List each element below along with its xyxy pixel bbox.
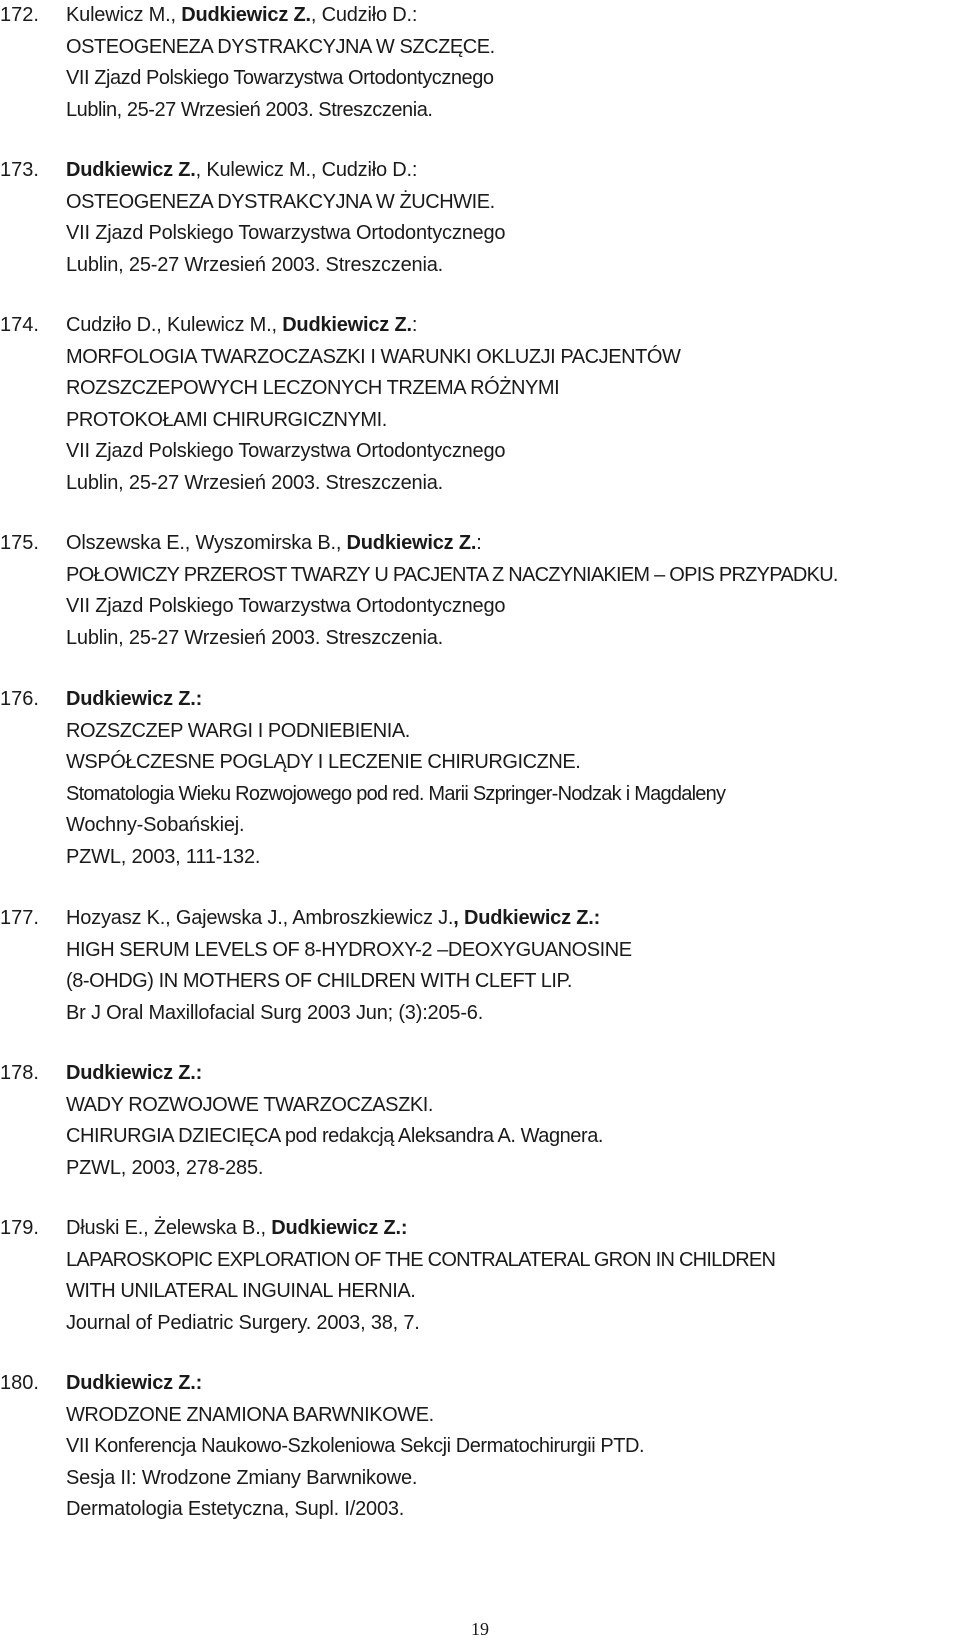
entry-title: OSTEOGENEZA DYSTRAKCYJNA W ŻUCHWIE. (66, 190, 495, 213)
entry-source: VII Zjazd Polskiego Towarzystwa Ortodontycznego (66, 67, 494, 89)
entry-source: Sesja II: Wrodzone Zmiany Barwnikowe. (66, 1466, 418, 1489)
author-text-bold: Dudkiewicz Z. (181, 4, 311, 26)
reference-entry-178 (0, 1058, 960, 1184)
entry-number: 177. (0, 907, 39, 929)
author-text: : (476, 532, 482, 554)
entry-header (0, 528, 960, 560)
entry-number: 174. (0, 314, 39, 336)
author-text: Olszewska E., Wyszomirska B., (66, 532, 347, 554)
entry-header (0, 310, 960, 342)
entry-source: VII Zjazd Polskiego Towarzystwa Ortodontycznego (66, 440, 506, 462)
reference-entry-179 (0, 1213, 960, 1339)
entry-source: VII Zjazd Polskiego Towarzystwa Ortodontycznego (66, 222, 506, 244)
entry-number: 179. (0, 1217, 39, 1239)
author-text: Cudziło D., Kulewicz M., (66, 314, 283, 336)
entry-title: HIGH SERUM LEVELS OF 8-HYDROXY-2 –DEOXYGUANOSINE (66, 938, 632, 961)
author-text: Dłuski E., Żelewska B., (66, 1217, 272, 1239)
entry-header (0, 903, 960, 935)
entry-header (0, 684, 960, 716)
entry-authors (66, 528, 482, 560)
author-text-bold: Dudkiewicz Z. (346, 532, 477, 554)
reference-entry-173 (0, 155, 960, 281)
entry-title: LAPAROSKOPIC EXPLORATION OF THE CONTRALATERAL GRON IN CHILDREN (66, 1248, 776, 1271)
entry-authors (66, 903, 600, 935)
entry-source: Lublin, 25-27 Wrzesień 2003. Streszczenia. (66, 253, 444, 276)
entry-authors (66, 1368, 202, 1400)
entry-authors (66, 1058, 202, 1090)
entry-source: Lublin, 25-27 Wrzesień 2003. Streszczenia. (66, 98, 433, 121)
entry-title: ROZSZCZEP WARGI I PODNIEBIENIA. (66, 719, 410, 742)
entry-title: PROTOKOŁAMI CHIRURGICZNYMI. (66, 408, 387, 431)
author-text: , Cudziło D.: (310, 4, 418, 26)
entry-number: 172. (0, 4, 39, 26)
author-text-bold: Dudkiewicz Z.: (66, 1372, 203, 1394)
entry-title: OSTEOGENEZA DYSTRAKCYJNA W SZCZĘCE. (66, 35, 495, 58)
entry-header (0, 1213, 960, 1245)
entry-source: Wochny-Sobańskiej. (66, 814, 245, 836)
reference-entry-172 (0, 0, 960, 126)
entry-source: VII Zjazd Polskiego Towarzystwa Ortodontycznego (66, 595, 506, 617)
entry-title: WSPÓŁCZESNE POGLĄDY I LECZENIE CHIRURGICZNE. (66, 751, 581, 773)
reference-entry-180 (0, 1368, 960, 1526)
reference-entry-176 (0, 684, 960, 873)
entry-title: WITH UNILATERAL INGUINAL HERNIA. (66, 1280, 416, 1302)
entry-number: 173. (0, 159, 39, 181)
entry-authors (66, 155, 417, 187)
entry-number: 175. (0, 532, 39, 554)
entry-title: ROZSZCZEPOWYCH LECZONYCH TRZEMA RÓŻNYMI (66, 377, 560, 399)
entry-number: 178. (0, 1062, 39, 1084)
entry-source: VII Konferencja Naukowo-Szkoleniowa Sekcji Dermatochirurgii PTD. (66, 1435, 645, 1457)
reference-entry-177 (0, 903, 960, 1029)
entry-source: Br J Oral Maxillofacial Surg 2003 Jun; (3):205-6. (66, 1001, 484, 1024)
author-text-bold: Dudkiewicz Z.: (66, 688, 203, 710)
entry-header (0, 0, 960, 32)
entry-authors (66, 1213, 407, 1245)
entry-header (0, 1368, 960, 1400)
author-text-bold: Dudkiewicz Z.: (271, 1217, 408, 1239)
author-text: Hozyasz K., Gajewska J., Ambroszkiewicz J. (66, 907, 454, 929)
entry-title: POŁOWICZY PRZEROST TWARZY U PACJENTA Z NACZYNIAKIEM – OPIS PRZYPADKU. (66, 563, 838, 586)
entry-source: Lublin, 25-27 Wrzesień 2003. Streszczenia. (66, 471, 444, 494)
reference-entry-175 (0, 528, 960, 654)
entry-header (0, 1058, 960, 1090)
entry-title: WADY ROZWOJOWE TWARZOCZASZKI. (66, 1093, 433, 1116)
entry-authors (66, 0, 417, 32)
entry-source: Lublin, 25-27 Wrzesień 2003. Streszczenia. (66, 626, 444, 649)
entry-source: Journal of Pediatric Surgery. 2003, 38, 7. (66, 1311, 420, 1334)
page-number: 19 (471, 1619, 489, 1639)
entry-title: MORFOLOGIA TWARZOCZASZKI I WARUNKI OKLUZJI PACJENTÓW (66, 345, 681, 368)
entry-source: PZWL, 2003, 278-285. (66, 1156, 264, 1179)
entry-source: Dermatologia Estetyczna, Supl. I/2003. (66, 1498, 405, 1520)
entry-number: 176. (0, 688, 39, 710)
author-text: : (411, 314, 418, 336)
entry-source: Stomatologia Wieku Rozwojowego pod red. Marii Szpringer-Nodzak i Magdaleny (66, 782, 726, 805)
entry-source: PZWL, 2003, 111-132. (66, 845, 261, 868)
author-text: , Kulewicz M., Cudziło D.: (195, 159, 418, 181)
author-text-bold: Dudkiewicz Z. (66, 159, 196, 181)
entry-title: (8-OHDG) IN MOTHERS OF CHILDREN WITH CLEFT LIP. (66, 970, 572, 992)
entry-title: WRODZONE ZNAMIONA BARWNIKOWE. (66, 1403, 434, 1426)
entry-number: 180. (0, 1372, 39, 1394)
reference-entry-174 (0, 310, 960, 499)
author-text-bold: Dudkiewicz Z. (282, 314, 412, 336)
entry-header (0, 155, 960, 187)
entry-authors (66, 684, 202, 716)
author-text: Kulewicz M., (66, 4, 182, 26)
author-text-bold: , Dudkiewicz Z.: (453, 907, 601, 929)
author-text-bold: Dudkiewicz Z.: (66, 1062, 203, 1084)
entry-source: CHIRURGIA DZIECIĘCA pod redakcją Aleksandra A. Wagnera. (66, 1125, 603, 1147)
entry-authors (66, 310, 417, 342)
